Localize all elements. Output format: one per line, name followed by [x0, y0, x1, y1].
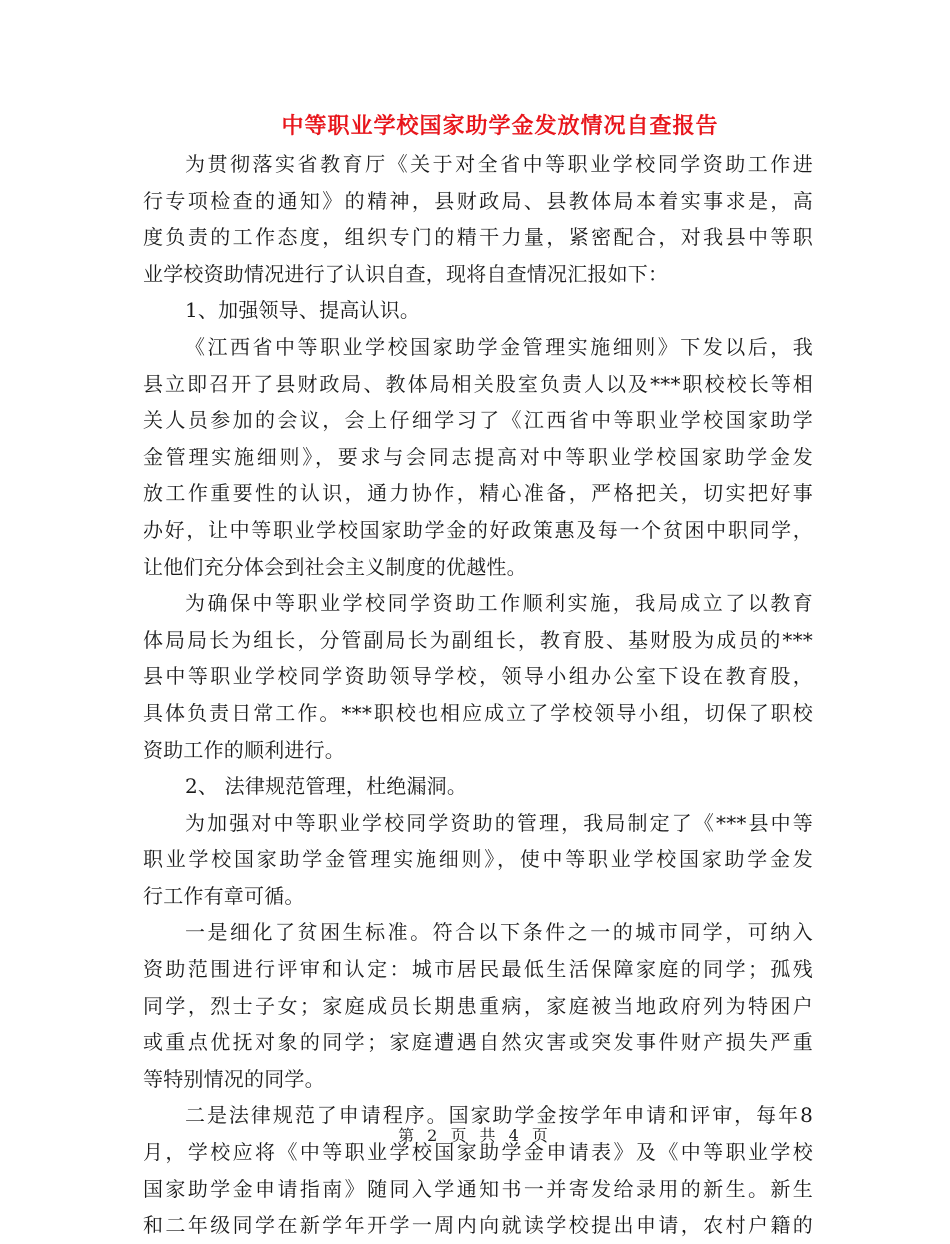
body-line: 同学，烈士子女；家庭成员长期患重病，家庭被当地政府列为特困户: [143, 993, 813, 1018]
body-line: 行工作有章可循。: [143, 883, 305, 908]
body-line: 县中等职业学校同学资助领导学校，领导小组办公室下设在教育股，: [143, 664, 813, 689]
body-line: 《江西省中等职业学校国家助学金管理实施细则》下发以后，我: [185, 334, 813, 359]
body-line: 二是法律规范了申请程序。国家助学金按学年申请和评审，每年8: [185, 1103, 813, 1128]
body-line: 度负责的工作态度，组织专门的精干力量，紧密配合，对我县中等职: [143, 225, 813, 250]
body-line: 1、加强领导、提高认识。: [185, 298, 421, 323]
body-line: 职业学校国家助学金管理实施细则》，使中等职业学校国家助学金发: [143, 847, 813, 872]
body-line: 一是细化了贫困生标准。符合以下条件之一的城市同学，可纳入: [185, 920, 813, 945]
document-title: 中等职业学校国家助学金发放情况自查报告: [281, 113, 719, 139]
body-line: 资助范围进行评审和认定：城市居民最低生活保障家庭的同学；孤残: [143, 957, 813, 982]
body-line: 让他们充分体会到社会主义制度的优越性。: [143, 554, 527, 579]
body-line: 或重点优抚对象的同学；家庭遭遇自然灾害或突发事件财产损失严重: [143, 1030, 813, 1055]
page-footer: 第 2 页 共 4 页: [398, 1126, 552, 1145]
body-line: 和二年级同学在新学年开学一周内向就读学校提出申请，农村户籍的: [143, 1213, 813, 1238]
body-line: 具体负责日常工作。***职校也相应成立了学校领导小组，切保了职校: [143, 700, 813, 725]
body-line: 为确保中等职业学校同学资助工作顺利实施，我局成立了以教育: [185, 591, 813, 616]
body-line: 资助工作的顺利进行。: [143, 737, 345, 762]
body-line: 等特别情况的同学。: [143, 1066, 325, 1091]
body-line: 放工作重要性的认识，通力协作，精心准备，严格把关，切实把好事: [143, 481, 813, 506]
body-line: 月，学校应将《中等职业学校国家助学金申请表》及《中等职业学校: [143, 1140, 813, 1165]
body-line: 县立即召开了县财政局、教体局相关股室负责人以及***职校校长等相: [143, 371, 813, 396]
body-line: 业学校资助情况进行了认识自查，现将自查情况汇报如下：: [143, 261, 669, 286]
body-line: 金管理实施细则》，要求与会同志提高对中等职业学校国家助学金发: [143, 444, 813, 469]
body-line: 2、 法律规范管理，杜绝漏洞。: [185, 774, 468, 799]
body-line: 为贯彻落实省教育厅《关于对全省中等职业学校同学资助工作进: [185, 152, 813, 176]
body-line: 为加强对中等职业学校同学资助的管理，我局制定了《***县中等: [185, 810, 813, 835]
body-line: 行专项检查的通知》的精神，县财政局、县教体局本着实事求是，高: [143, 188, 813, 213]
body-line: 体局局长为组长，分管副局长为副组长，教育股、基财股为成员的***: [143, 627, 813, 652]
document-body: [143, 146, 813, 1244]
body-line: 关人员参加的会议，会上仔细学习了《江西省中等职业学校国家助学: [143, 408, 813, 433]
body-line: 办好，让中等职业学校国家助学金的好政策惠及每一个贫困中职同学，: [143, 517, 813, 542]
body-line: 国家助学金申请指南》随同入学通知书一并寄发给录用的新生。新生: [143, 1176, 813, 1201]
